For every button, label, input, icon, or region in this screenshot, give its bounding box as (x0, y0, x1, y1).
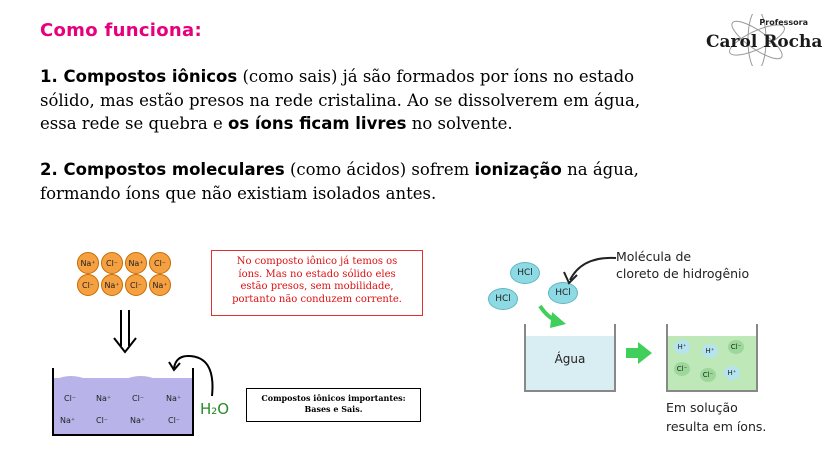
page-title: Como funciona: (40, 20, 202, 41)
logo-subtitle: Professora (759, 18, 808, 27)
ion: Na⁺ (77, 252, 99, 274)
green-arrow-right-icon (626, 342, 652, 364)
ion-label: Cl⁻ (168, 416, 181, 425)
box-line: Bases e Sais. (304, 404, 363, 414)
label-line: Em solução (666, 400, 738, 415)
ion: Cl⁻ (674, 362, 690, 376)
important-compounds-box (246, 388, 421, 422)
ion-label: Cl⁻ (64, 394, 77, 403)
pointer-arrow-icon (562, 252, 618, 288)
ion: Na⁺ (125, 252, 147, 274)
emphasis-free-ions: os íons ficam livres (227, 114, 407, 133)
curved-arrow-icon (168, 348, 218, 400)
ion: Cl⁻ (125, 274, 147, 296)
paragraph-ionic (40, 65, 640, 136)
note-line: estão presos, sem mobilidade, (240, 281, 394, 292)
ion-label: Na⁺ (166, 394, 182, 403)
hcl-molecule: HCl (510, 262, 540, 284)
ionic-note-box (211, 250, 423, 316)
heading-ionic: 1. Compostos iônicos (40, 67, 238, 86)
ion: Cl⁻ (77, 274, 99, 296)
ion-label: Na⁺ (96, 394, 112, 403)
label-line: cloreto de hidrogênio (616, 266, 750, 281)
ion-label: Na⁺ (60, 416, 76, 425)
heading-molecular: 2. Compostos moleculares (40, 160, 285, 179)
ion: Cl⁻ (101, 252, 123, 274)
paragraph-molecular (40, 158, 639, 205)
crystal-lattice (77, 252, 173, 298)
ion: Cl⁻ (700, 368, 716, 382)
emphasis-ionization: ionização (474, 160, 562, 179)
beaker-wall (666, 324, 758, 392)
text-line: sólido, mas estão presos na rede cristalina. Ao se dissolverem em água, (40, 90, 641, 110)
label-line: Molécula de (616, 249, 692, 264)
water-beaker (524, 324, 616, 392)
hcl-ionization-diagram (480, 240, 820, 450)
text-line: formando íons que não existiam isolados antes. (40, 183, 437, 203)
ion-label: Cl⁻ (96, 416, 109, 425)
text-line: (como sais) já são formados por íons no estado (237, 67, 635, 86)
text-line: na água, (561, 160, 639, 179)
ion: Cl⁻ (728, 340, 744, 354)
logo-name: Carol Rocha (706, 32, 823, 52)
text-line: essa rede se quebra e (40, 114, 228, 133)
ionic-dissolution-diagram (40, 240, 480, 450)
molecule-label (616, 248, 749, 282)
ion: Cl⁻ (149, 252, 171, 274)
ion-label: Cl⁻ (132, 394, 145, 403)
hcl-molecule: HCl (548, 282, 578, 304)
logo (700, 10, 823, 72)
solution-beaker (666, 324, 758, 392)
ion: Na⁺ (101, 274, 123, 296)
ion: H⁺ (674, 340, 690, 354)
ion: H⁺ (724, 366, 740, 380)
double-arrow-down-icon (112, 310, 138, 354)
label-line: resulta em íons. (666, 419, 767, 434)
water-label: Água (554, 352, 586, 366)
result-label (666, 398, 766, 436)
ion: Na⁺ (149, 274, 171, 296)
note-line: No composto iônico já temos os (236, 256, 398, 267)
note-line: portanto não conduzem corrente. (232, 293, 402, 305)
water-formula: H₂O (200, 400, 230, 418)
ion: H⁺ (702, 344, 718, 358)
hcl-molecule: HCl (488, 288, 518, 310)
text-line: no solvente. (406, 114, 513, 133)
note-line: íons. Mas no estado sólido eles (238, 268, 396, 280)
box-line: Compostos iônicos importantes: (261, 393, 406, 403)
text-line: (como ácidos) sofrem (284, 160, 475, 179)
ion-label: Na⁺ (130, 416, 146, 425)
